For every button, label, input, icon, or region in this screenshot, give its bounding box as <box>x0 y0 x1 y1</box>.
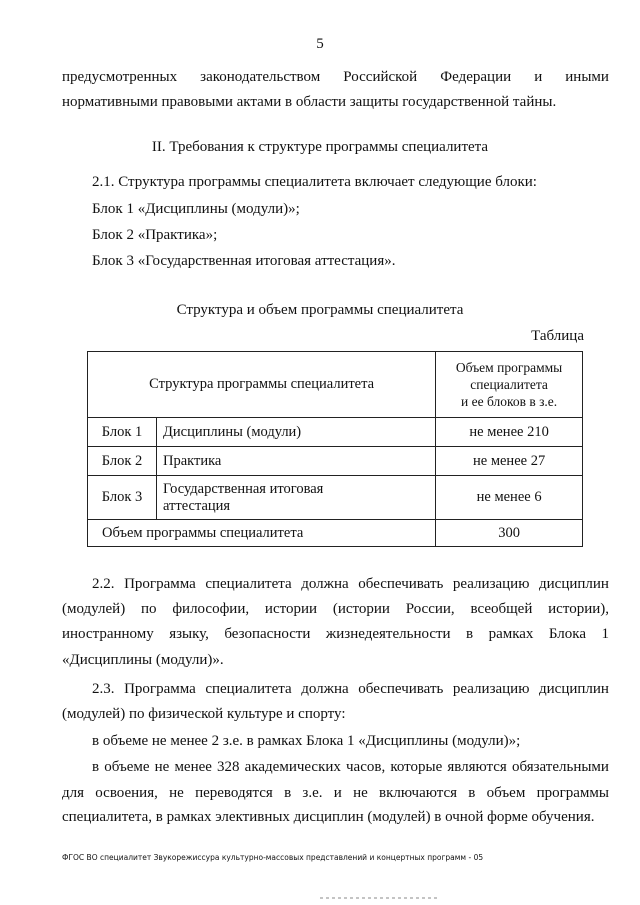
page-number: 5 <box>316 36 324 52</box>
block-cell: Блок 3 <box>88 476 157 520</box>
block-cell: Блок 2 <box>88 447 157 476</box>
word: языку, <box>169 626 209 642</box>
volume-cell: не менее 210 <box>436 418 583 447</box>
header-volume <box>436 352 583 418</box>
word: законодательством <box>200 69 321 85</box>
word: философии, <box>172 601 250 617</box>
structure-table <box>87 351 583 547</box>
word: 2.2. <box>92 576 115 592</box>
word: менее <box>174 759 212 775</box>
table-header-row <box>88 352 583 418</box>
word: в <box>468 785 476 801</box>
block-1-item: Блок 1 «Дисциплины (модули)»; <box>92 201 300 217</box>
word: в <box>466 626 474 642</box>
word: специалитета <box>205 681 292 697</box>
word: должна <box>301 576 349 592</box>
header-volume-line: Объем программы <box>455 360 563 375</box>
p23-line-3: в объеме не менее 2 з.е. в рамках Блока 1 «Дисциплины (модули)»; <box>92 733 521 749</box>
block-3-item: Блок 3 «Государственная итоговая аттестация». <box>92 253 396 269</box>
word: переводятся <box>195 785 273 801</box>
word: по <box>141 601 157 617</box>
header-structure: Структура программы специалитета <box>88 352 436 418</box>
table-row <box>88 418 583 447</box>
word: не <box>169 785 184 801</box>
word: для <box>62 785 85 801</box>
p22-line-1 <box>92 574 609 594</box>
page-footer: ФГОС ВО специалитет Звукорежиссура культурно-массовых представлений и концертных программ - 05 <box>62 853 484 862</box>
block-cell: Блок 1 <box>88 418 157 447</box>
word: академических <box>244 759 341 775</box>
word: дисциплин <box>539 576 609 592</box>
word: безопасности <box>224 626 311 642</box>
p22-line-2 <box>62 599 609 619</box>
name-cell: Практика <box>157 447 436 476</box>
word: обеспечивать <box>358 681 444 697</box>
p22-line-4: «Дисциплины (модули)». <box>62 652 224 668</box>
p23-line-2: (модулей) по физической культуре и спорту: <box>62 706 346 722</box>
word: истории), <box>548 601 609 617</box>
name-line: аттестация <box>163 497 231 514</box>
word: обеспечивать <box>358 576 444 592</box>
word: всеобщей <box>470 601 533 617</box>
word: включаются <box>379 785 458 801</box>
word: являются <box>447 759 507 775</box>
paragraph-2-1: 2.1. Структура программы специалитета включает следующие блоки: <box>92 174 537 190</box>
table-row <box>88 476 583 520</box>
intro-line-1 <box>62 67 609 87</box>
word: дисциплин <box>539 681 609 697</box>
word: освоения, <box>95 785 158 801</box>
table-title: Структура и объем программы специалитета <box>176 302 464 318</box>
word: не <box>353 785 368 801</box>
word: 2.3. <box>92 681 115 697</box>
volume-cell: не менее 27 <box>436 447 583 476</box>
word: России, <box>405 601 455 617</box>
section-heading: II. Требования к структуре программы специалитета <box>151 139 489 155</box>
total-value: 300 <box>436 520 583 547</box>
word: предусмотренных <box>62 69 178 85</box>
table-total-row <box>88 520 583 547</box>
intro-line-2: нормативными правовыми актами в области защиты государственной тайны. <box>62 94 557 110</box>
word: объем <box>486 785 526 801</box>
word: (истории <box>332 601 390 617</box>
word: рамках <box>488 626 534 642</box>
p23-line-5 <box>62 783 609 803</box>
word: (модулей) <box>62 601 126 617</box>
block-2-item: Блок 2 «Практика»; <box>92 227 218 243</box>
word: в <box>92 759 100 775</box>
table-label: Таблица <box>531 328 584 344</box>
scan-artifact <box>320 897 440 899</box>
total-label: Объем программы специалитета <box>88 520 436 547</box>
word: которые <box>390 759 443 775</box>
word: Федерации <box>440 69 512 85</box>
word: должна <box>301 681 349 697</box>
word: Программа <box>124 681 196 697</box>
word: в <box>284 785 292 801</box>
name-cell <box>157 476 436 520</box>
word: иностранному <box>62 626 154 642</box>
p23-line-6: специалитета, в рамках элективных дисциплин (модулей) в очной форме обучения. <box>62 809 595 825</box>
word: и <box>534 69 543 85</box>
word: истории <box>264 601 318 617</box>
name-line: Государственная итоговая <box>163 480 324 497</box>
volume-cell: не менее 6 <box>436 476 583 520</box>
word: 1 <box>601 626 609 642</box>
word: жизнедеятельности <box>325 626 451 642</box>
word: 328 <box>217 759 240 775</box>
header-volume-line: специалитета <box>470 377 548 392</box>
name-cell: Дисциплины (модули) <box>157 418 436 447</box>
table-row <box>88 447 583 476</box>
header-volume-line: и ее блоков в з.е. <box>461 394 558 409</box>
word: Блока <box>548 626 586 642</box>
word: специалитета <box>205 576 292 592</box>
word: часов, <box>346 759 386 775</box>
word: з.е. <box>302 785 323 801</box>
p23-line-4 <box>92 757 609 777</box>
word: реализацию <box>452 681 530 697</box>
word: и <box>333 785 342 801</box>
word: объеме <box>104 759 150 775</box>
word: Программа <box>124 576 196 592</box>
word: не <box>154 759 170 775</box>
word: реализацию <box>452 576 530 592</box>
word: программы <box>536 785 609 801</box>
word: Российской <box>343 69 418 85</box>
word: иными <box>565 69 609 85</box>
word: обязательными <box>511 759 609 775</box>
p23-line-1 <box>92 679 609 699</box>
p22-line-3 <box>62 624 609 644</box>
